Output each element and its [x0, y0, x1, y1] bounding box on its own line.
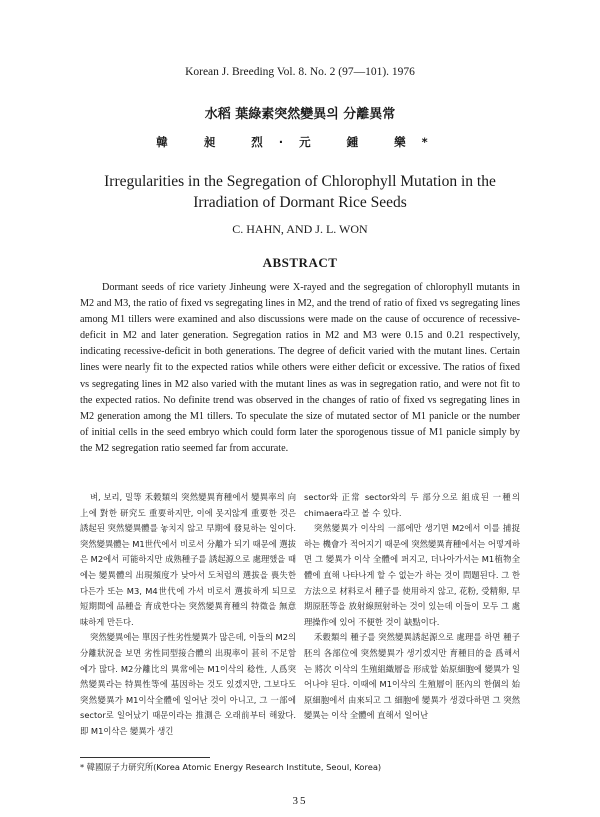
korean-title: 水稻 葉綠素突然變異의 分離異常	[204, 107, 396, 122]
body-paragraph: 禾穀類의 種子를 突然變異誘起源으로 處理를 하면 種子胚의 各部位에 突然變異가 생기겠지만 育種目的을 爲해서는 將次 이삭의 生殖組織層을 形成할 始原細胞에 變異가 일어나야 된다. 이때에 M1이삭의 生殖層이 胚內의 한個의 始原細胞에서 由來되고 그 細胞에 變異가 생겼다하면 그 突然變異는 이삭 全體에 直해서 일어난	[304, 632, 520, 721]
footnote: * 韓國原子力研究所(Korea Atomic Energy Research Institute, Seoul, Korea)	[80, 762, 382, 772]
abstract-heading: ABSTRACT	[262, 255, 338, 270]
english-authors: C. HAHN, AND J. L. WON	[232, 222, 368, 236]
abstract-body: Dormant seeds of rice variety Jinheung were X-rayed and the segregation of chlorophyll mutants in M2 and M3, the ratio of fixed vs segregating lines in M2, and the trend of ratio of fixed vs segregating lines among M1 tillers were examined and also discussions were made on the cause of occurence of recessive-deficit in M2 and later generation. Segregation ratios in M2 and M3 were 0.15 and 0.21 respectively, indicating recessive-deficit in both generations. The degree of deficit varied with the mutant lines. Certain lines were nearly fit to the expected ratios while others were either deficit or excessive. The ratios of fixed vs segregating lines in M2 also varied with the mutant lines as was in segregation ratio, and were not fit to the expected ratios. No definite trend was observed in the changes of ratio of fixed vs segregating lines in M2 generation among the M1 tillers. To speculate the size of mutated sector of M1 panicle or the number of initial cells in the seed embryo which could form later the sporogenous tissue of M1 panicle simply by the M2 segregation ratio seemed far from accurate.	[80, 282, 520, 454]
body-paragraph: 突然變異가 이삭의 一部에만 생기면 M2에서 이를 捕捉하는 機會가 적어지기 때문에 突然變異育種에서는 어떻게하면 그 變異가 이삭 全體에 퍼지고, 더나아가서는 M1植物全體에 直해 나타나게 할 수 없는가 하는 것이 問題된다. 그 한 方法으로 材料로서 種子를 使用하지 않고, 花粉, 受精卵, 早期原胚等을 放射線照射하는 것이 있는데 이들이 모두 그 處理操作에 있어 不便한 것이 缺點이다.	[304, 523, 520, 627]
korean-authors: 韓 昶 烈·元 鍾 樂*	[156, 135, 444, 149]
body-column-right	[304, 490, 520, 724]
page-number: 35	[292, 795, 308, 807]
journal-header: Korean J. Breeding Vol. 8. No. 2 (97—101). 1976	[185, 66, 415, 78]
english-title: Irregularities in the Segregation of Chlorophyll Mutation in the Irradiation of Dormant Rice Seeds	[104, 173, 496, 211]
footnote-divider	[80, 757, 210, 758]
body-paragraph: 벼, 보리, 밀等 禾穀類의 突然變異育種에서 變異率의 向上에 對한 研究도 重要하지만, 이에 못지않게 重要한 것은 誘起된 突然變異體를 놓치지 않고 早期에 發見하는 일이다. 突然變異體는 M1世代에서 비로서 分離가 되기 때문에 選拔은 M2에서 可能하지만 成熟種子를 誘起源으로 處理했을 때에는 變異體의 出現頻度가 낮아서 도처럼의 選拔을 喪失한다든가 또는 M3, M4世代에 가서 비로서 選拔하게 되므로 短期間에 品種을 育成한다는 突然變異育種의 特徵을 無意味하게 만든다.	[80, 492, 296, 627]
body-paragraph: 突然變異에는 單因子性劣性變異가 많은데, 이들의 M2의 分離狀況을 보면 劣性同型接合體의 出現率이 甚히 不足함에가 많다. M2分離比의 異常에는 M1이삭의 稔性, 人爲突然變異라는 特異性等에 基因하는 것도 있겠지만, 그보다도 突然變異가 M1이삭全體에 일어난 것이 아니고, 그 一部에 sector로 일어났기 때문이라는 推測은 오래前부터 해왔다. 即 M1이삭은 變異가 생긴	[80, 632, 296, 736]
body-column-left	[80, 490, 296, 740]
body-paragraph: sector와 正常 sector와의 두 部分으로 組成된 一種의 chimaera라고 볼 수 있다.	[304, 492, 520, 518]
